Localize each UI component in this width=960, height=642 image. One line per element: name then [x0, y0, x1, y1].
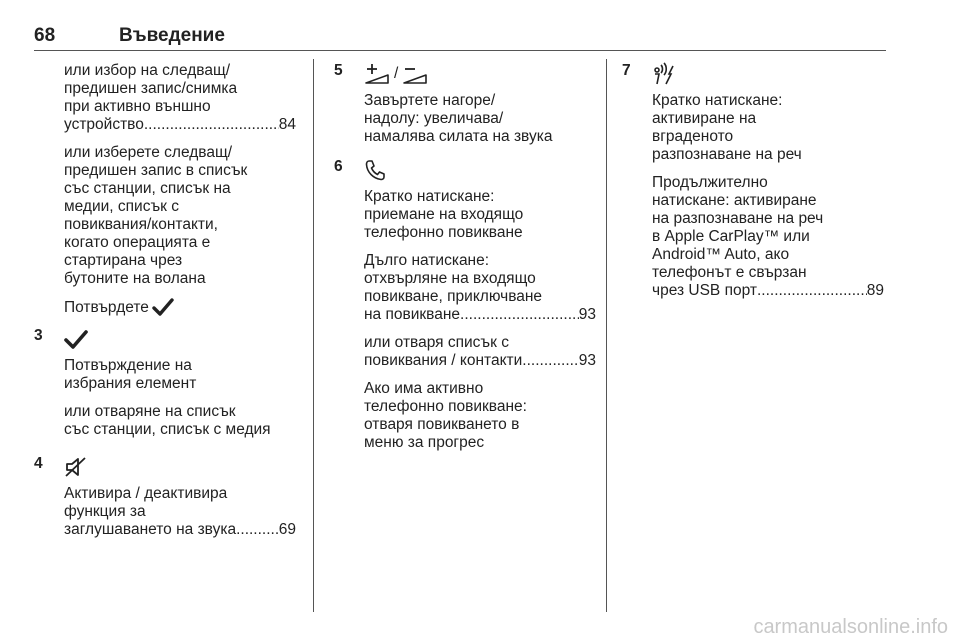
- column-2: [334, 62, 596, 462]
- voice-icon: [652, 62, 884, 86]
- column-divider-1: [313, 59, 314, 612]
- page-reference: повиквания / контакти ..... 93: [364, 352, 596, 370]
- item-number: 3: [34, 327, 43, 344]
- paragraph-next-track: или избор на следващ/ предишен запис/снимка при активно външно устройство ..... 84: [64, 62, 296, 134]
- item-number: 4: [34, 455, 43, 472]
- mute-icon: [64, 455, 296, 479]
- volume-down-icon: [402, 63, 428, 85]
- item-number: 5: [334, 62, 343, 79]
- item-number: 7: [622, 62, 631, 79]
- phone-icon: [364, 158, 596, 182]
- continued-item: [34, 62, 296, 317]
- list-item-3: 3 Потвърждение на избрания елемент или отваряне на списък със станции, списък с медия: [34, 327, 296, 439]
- item-number: 6: [334, 158, 343, 175]
- list-item-5: 5 / Завъртете нагоре/ надолу: увеличава/ намалява силата на звука: [334, 62, 553, 145]
- header-rule: [34, 50, 886, 51]
- volume-up-icon: [364, 63, 390, 85]
- list-item-7: 7 Кратко натискане: активиране на вграденото разпознаване на реч Продължително натискане: активиране на разпознаване на реч в Apple CarPlay™ или Android™ Auto, ако телефонът е свързан чрез USB порт ..... 89: [622, 62, 884, 300]
- watermark: carmanualsonline.info: [753, 616, 948, 638]
- page-reference: чрез USB порт ..... 89: [652, 282, 884, 300]
- page-reference: на повикване ..... 93: [364, 306, 596, 324]
- page-reference: устройство ..... 84: [64, 116, 296, 134]
- column-3: [622, 62, 884, 310]
- icon-separator: /: [394, 65, 399, 82]
- check-icon: [64, 327, 296, 351]
- page-number: 68: [34, 25, 56, 46]
- list-item-4: 4 Активира / деактивира функция за заглушаването на звука ..... 69: [34, 455, 296, 539]
- page-reference: заглушаването на звука ..... 69: [64, 521, 296, 539]
- page-title: Въведение: [119, 25, 225, 46]
- paragraph-next-in-list: или изберете следващ/ предишен запис в списък със станции, списък на медии, списък с повиквания/контакти, когато операцията е стартирана чрез бутоните на волана: [64, 144, 248, 287]
- list-item-6: 6 Кратко натискане: приемане на входящо телефонно повикване Дълго натискане: отхвърляне на входящо повикване, приключване на повикване ..... 93 или отваря списък с повиквания / контакти ..... 93 Ако има активно телефонно повикване: отваря повикването в меню за прогрес: [334, 158, 596, 452]
- page-header: [34, 27, 886, 51]
- column-1: [34, 62, 296, 549]
- paragraph-confirm: Потвърдете: [64, 298, 296, 317]
- check-icon: [152, 298, 174, 316]
- column-divider-2: [606, 59, 607, 612]
